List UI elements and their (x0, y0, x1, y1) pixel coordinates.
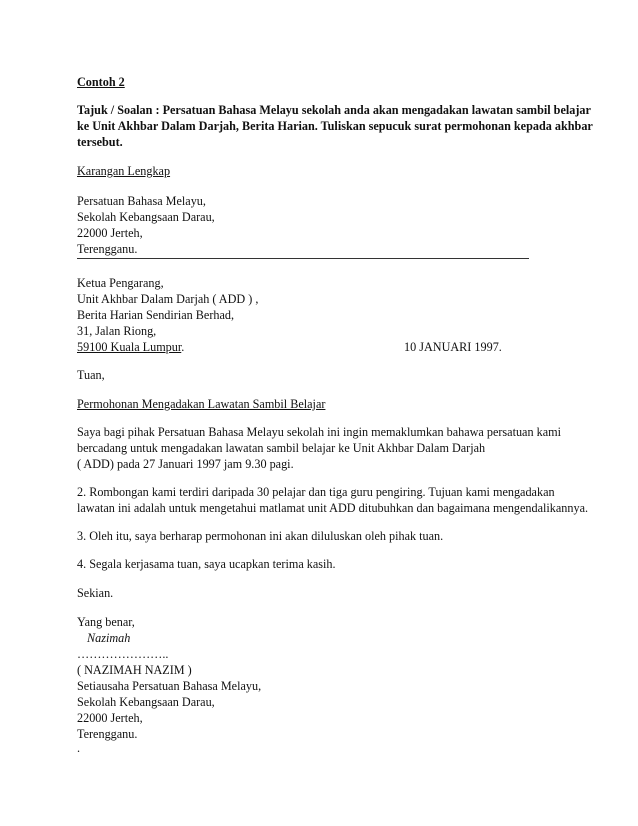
essay-label: Karangan Lengkap (77, 164, 171, 178)
paragraph-1-line: bercadang untuk mengadakan lawatan sambil belajar ke Unit Akhbar Dalam Darjah (77, 441, 486, 455)
end-mark: . (77, 741, 81, 755)
separator-line (77, 258, 529, 259)
signer-address-line: Terengganu. (77, 727, 138, 741)
recipient-address-line: Ketua Pengarang, (77, 276, 164, 290)
recipient-address-line: Berita Harian Sendirian Berhad, (77, 308, 235, 322)
signature-dotted-line: ………………….. (77, 647, 169, 661)
paragraph-2-line: lawatan ini adalah untuk mengetahui matlamat unit ADD ditubuhkan dan bagaimana mengendalikannya. (77, 501, 589, 515)
paragraph-2-line: 2. Rombongan kami terdiri daripada 30 pelajar dan tiga guru pengiring. Tujuan kami mengadakan (77, 485, 555, 499)
sender-address-line: Persatuan Bahasa Melayu, (77, 194, 206, 208)
letter-date: 10 JANUARI 1997. (404, 340, 502, 354)
paragraph-1-line: ( ADD) pada 27 Januari 1997 jam 9.30 pagi. (77, 457, 294, 471)
sender-address-line: Sekolah Kebangsaan Darau, (77, 210, 215, 224)
paragraph-1-line: Saya bagi pihak Persatuan Bahasa Melayu sekolah ini ingin memaklumkan bahawa persatuan kami (77, 425, 561, 439)
paragraph-3: 3. Oleh itu, saya berharap permohonan ini akan diluluskan oleh pihak tuan. (77, 529, 444, 543)
letter-subject: Permohonan Mengadakan Lawatan Sambil Belajar (77, 397, 326, 411)
signer-address-line: Sekolah Kebangsaan Darau, (77, 695, 215, 709)
signoff: Yang benar, (77, 615, 135, 629)
sender-address-line: Terengganu. (77, 242, 138, 256)
signer-address-line: 22000 Jerteh, (77, 711, 143, 725)
question-line-3: tersebut. (77, 135, 123, 149)
signer-name: ( NAZIMAH NAZIM ) (77, 663, 192, 677)
signer-address-line: Setiausaha Persatuan Bahasa Melayu, (77, 679, 262, 693)
closing: Sekian. (77, 586, 114, 600)
salutation: Tuan, (77, 368, 105, 382)
recipient-last-punct: . (181, 340, 185, 354)
sender-address-line: 22000 Jerteh, (77, 226, 143, 240)
question-line-1: Tajuk / Soalan : Persatuan Bahasa Melayu sekolah anda akan mengadakan lawatan sambil belajar (77, 103, 591, 117)
question-line-2: ke Unit Akhbar Dalam Darjah, Berita Harian. Tuliskan sepucuk surat permohonan kepada akhbar (77, 119, 593, 133)
recipient-address-line: 31, Jalan Riong, (77, 324, 157, 338)
recipient-postcode-city: 59100 Kuala Lumpur (77, 340, 182, 354)
recipient-address-line: Unit Akhbar Dalam Darjah ( ADD ) , (77, 292, 259, 306)
recipient-address-last (77, 339, 184, 355)
signature: Nazimah (87, 631, 131, 645)
page-heading: Contoh 2 (77, 75, 125, 89)
paragraph-4: 4. Segala kerjasama tuan, saya ucapkan terima kasih. (77, 557, 336, 571)
